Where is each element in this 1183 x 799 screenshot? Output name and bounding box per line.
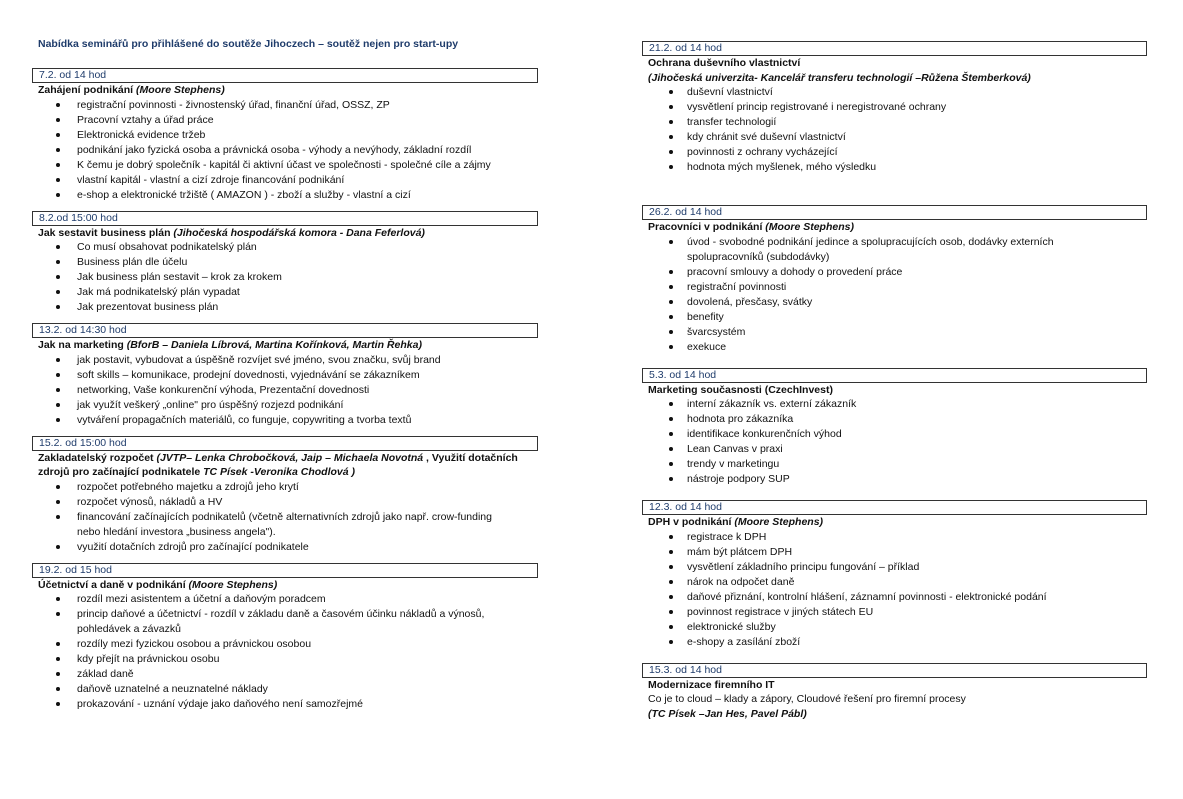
list-item: registrace k DPH [642, 530, 1147, 545]
list-item: rozdíly mezi fyzickou osobou a právnickou osobou [32, 637, 538, 652]
list-item: Lean Canvas v praxi [642, 442, 1147, 457]
seminar-date: 7.2. od 14 hod [32, 68, 538, 83]
list-item: rozpočet potřebného majetku a zdrojů jeho krytí [32, 480, 538, 495]
list-item: dovolená, přesčasy, svátky [642, 295, 1147, 310]
seminar-speaker: (Jihočeská hospodářská komora - Dana Feferlová) [173, 226, 425, 239]
seminar-date: 19.2. od 15 hod [32, 563, 538, 578]
list-item: rozpočet výnosů, nákladů a HV [32, 495, 538, 510]
seminar-speaker: (Moore Stephens) [136, 84, 225, 96]
list-item: prokazování - uznání výdaje jako daňového není samozřejmé [32, 697, 538, 712]
seminar-title: Modernizace firemního IT [648, 678, 775, 691]
seminar-date: 5.3. od 14 hod [642, 368, 1147, 383]
list-item: exekuce [642, 340, 1147, 355]
list-item: jak využít veškerý „online" pro úspěšný rozjezd podnikání [32, 398, 538, 413]
list-item: mám být plátcem DPH [642, 545, 1147, 560]
list-item: vlastní kapitál - vlastní a cizí zdroje financování podnikání [32, 173, 538, 188]
list-item: povinnost registrace v jiných státech EU [642, 605, 1147, 620]
list-item: financování začínajících podnikatelů (včetně alternativních zdrojů jako např. crow-funding nebo hledání investora „business angela"). [32, 510, 538, 540]
list-item: podnikání jako fyzická osoba a právnická osoba - výhody a nevýhody, základní rozdíl [32, 143, 538, 158]
list-item: Business plán dle účelu [32, 255, 538, 270]
list-item: Elektronická evidence tržeb [32, 128, 538, 143]
seminar-section [642, 41, 1147, 175]
list-item: registrační povinnosti [642, 280, 1147, 295]
document-title: Nabídka seminářů pro přihlášené do soutěže Jihoczech – soutěž nejen pro start-upy [38, 38, 459, 50]
seminar-date: 26.2. od 14 hod [642, 205, 1147, 220]
list-item: kdy chránit své duševní vlastnictví [642, 130, 1147, 145]
seminar-section [32, 436, 538, 555]
list-item: hodnota pro zákazníka [642, 412, 1147, 427]
right-column [642, 41, 1147, 729]
seminar-title: DPH v podnikání (Moore Stephens) [648, 516, 824, 528]
seminar-section [32, 323, 538, 428]
seminar-date: 12.3. od 14 hod [642, 500, 1147, 515]
seminar-date: 13.2. od 14:30 hod [32, 323, 538, 338]
list-item: švarcsystém [642, 325, 1147, 340]
list-item: vysvětlení základního principu fungování – příklad [642, 560, 1147, 575]
list-item: daňové přiznání, kontrolní hlášení, záznamní povinnosti - elektronické podání [642, 590, 1147, 605]
list-item: registrační povinnosti - živnostenský úřad, finanční úřad, OSSZ, ZP [32, 98, 538, 113]
list-item: využití dotačních zdrojů pro začínající podnikatele [32, 540, 538, 555]
list-item: nárok na odpočet daně [642, 575, 1147, 590]
list-item: hodnota mých myšlenek, mého výsledku [642, 160, 1147, 175]
list-item: elektronické služby [642, 620, 1147, 635]
list-item: e-shop a elektronické tržiště ( AMAZON ) - zboží a služby - vlastní a cizí [32, 188, 538, 203]
seminar-title: Zakladatelský rozpočet (JVTP– Lenka Chrobočková, Jaip – Michaela Novotná , Využití dotačních zdrojů pro začínající podnikatele TC Písek -Veronika Chodlová ) [38, 451, 518, 478]
seminar-speaker: (BforB – Daniela Líbrová, Martina Kořínková, Martin Řehka) [126, 339, 422, 351]
seminar-section [32, 211, 538, 316]
seminar-section [642, 205, 1147, 355]
list-item: Pracovní vztahy a úřad práce [32, 113, 538, 128]
seminar-speaker: (Moore Stephens) [734, 516, 824, 528]
list-item: vytváření propagačních materiálů, co funguje, copywriting a tvorba textů [32, 413, 538, 428]
seminar-title: Jak na marketing (BforB – Daniela Líbrová, Martina Kořínková, Martin Řehka) [38, 339, 422, 351]
list-item: transfer technologií [642, 115, 1147, 130]
seminar-date: 8.2.od 15:00 hod [32, 211, 538, 226]
left-column [32, 68, 538, 720]
list-item: soft skills – komunikace, prodejní dovednosti, vyjednávání se zákazníkem [32, 368, 538, 383]
seminar-date: 15.3. od 14 hod [642, 663, 1147, 678]
seminar-speaker: (JVTP– Lenka Chrobočková, Jaip – Michaela Novotná [156, 451, 424, 464]
seminar-description: Co je to cloud – klady a zápory, Cloudové řešení pro firemní procesy [648, 693, 966, 705]
list-item: duševní vlastnictví [642, 85, 1147, 100]
seminar-speaker-2: TC Písek -Veronika Chodlová ) [203, 466, 356, 478]
list-item: interní zákazník vs. externí zákazník [642, 397, 1147, 412]
list-item: identifikace konkurenčních výhod [642, 427, 1147, 442]
list-item: rozdíl mezi asistentem a účetní a daňovým poradcem [32, 592, 538, 607]
seminar-title: Zahájení podnikání (Moore Stephens) [38, 84, 225, 96]
seminar-title: Účetnictví a daně v podnikání (Moore Stephens) [38, 578, 278, 591]
list-item: Jak má podnikatelský plán vypadat [32, 285, 538, 300]
list-item: networking, Vaše konkurenční výhoda, Prezentační dovednosti [32, 383, 538, 398]
list-item: trendy v marketingu [642, 457, 1147, 472]
seminar-date: 21.2. od 14 hod [642, 41, 1147, 56]
list-item: e-shopy a zasílání zboží [642, 635, 1147, 650]
seminar-speaker: (Moore Stephens) [765, 221, 854, 233]
list-item: Jak business plán sestavit – krok za krokem [32, 270, 538, 285]
seminar-speaker: (TC Písek –Jan Hes, Pavel Pábl) [648, 707, 807, 720]
seminar-section [32, 563, 538, 713]
list-item: vysvětlení princip registrované i neregistrované ochrany [642, 100, 1147, 115]
seminar-section [642, 500, 1147, 650]
seminar-speaker: (Moore Stephens) [188, 578, 278, 591]
list-item: jak postavit, vybudovat a úspěšně rozvíjet své jméno, svou značku, svůj brand [32, 353, 538, 368]
seminar-title: Jak sestavit business plán (Jihočeská hospodářská komora - Dana Feferlová) [38, 226, 425, 239]
seminar-speaker: (Jihočeská univerzita- Kancelář transferu technologií –Růžena Štemberková) [648, 71, 1031, 84]
list-item: Jak prezentovat business plán [32, 300, 538, 315]
list-item: daňově uznatelné a neuznatelné náklady [32, 682, 538, 697]
seminar-date: 15.2. od 15:00 hod [32, 436, 538, 451]
list-item: základ daně [32, 667, 538, 682]
list-item: povinnosti z ochrany vycházející [642, 145, 1147, 160]
list-item: Co musí obsahovat podnikatelský plán [32, 240, 538, 255]
list-item: benefity [642, 310, 1147, 325]
list-item: úvod - svobodné podnikání jedince a spolupracujících osob, dodávky externích spolupracovníků (subdodávky) [642, 235, 1147, 265]
list-item: nástroje podpory SUP [642, 472, 1147, 487]
seminar-section [32, 68, 538, 203]
list-item: pracovní smlouvy a dohody o provedení práce [642, 265, 1147, 280]
seminar-title: Marketing současnosti (CzechInvest) [648, 383, 833, 396]
list-item: princip daňové a účetnictví - rozdíl v základu daně a časovém účinku nákladů a výnosů, pohledávek a závazků [32, 607, 538, 637]
list-item: kdy přejít na právnickou osobu [32, 652, 538, 667]
seminar-section [642, 368, 1147, 488]
seminar-title: Ochrana duševního vlastnictví [648, 57, 801, 69]
seminar-title: Pracovníci v podnikání (Moore Stephens) [648, 221, 854, 233]
list-item: K čemu je dobrý společník - kapitál či aktivní účast ve společnosti - společné cíle a zájmy [32, 158, 538, 173]
seminar-section [642, 663, 1147, 722]
